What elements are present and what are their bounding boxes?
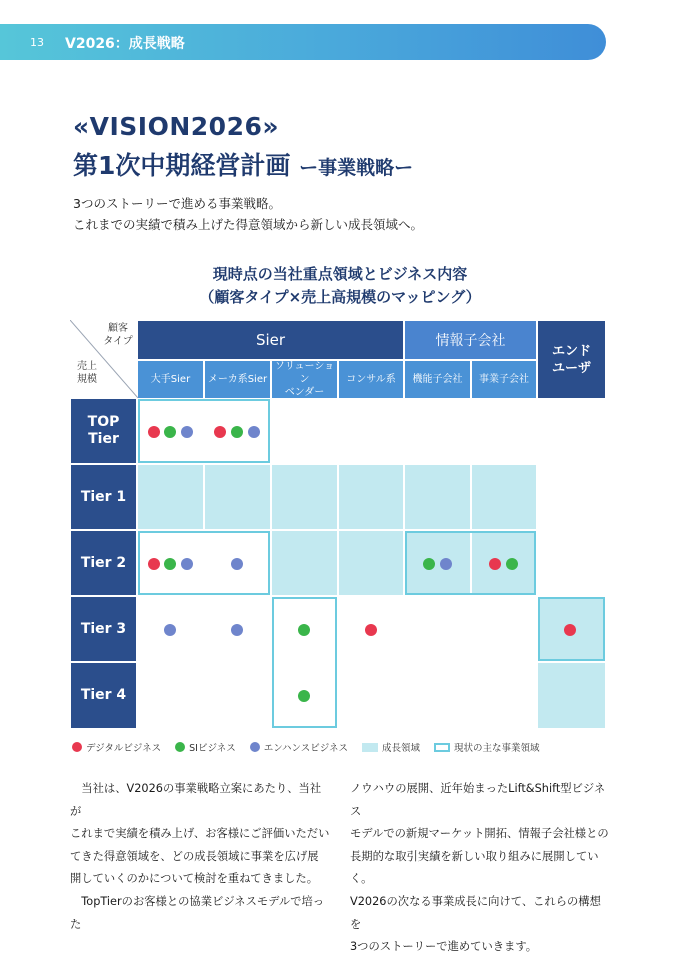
group-header-end-user: エンド ユーザ (538, 321, 605, 398)
current-area-frame (272, 597, 337, 728)
row-label-tier2: Tier 2 (71, 531, 136, 595)
subcol-header-solution-vendor: ソリューション ベンダー (272, 361, 337, 398)
page-number: 13 (30, 36, 44, 49)
chart-legend (72, 740, 554, 754)
enhance-business-dot (440, 558, 452, 570)
si-business-dot (298, 690, 310, 702)
growth-cell (339, 465, 403, 529)
row-label-tier1: Tier 1 (71, 465, 136, 529)
row-label-top-tier: TOP Tier (71, 399, 136, 463)
outline-box-icon (434, 743, 450, 752)
growth-cell (538, 663, 605, 728)
body-text-left (70, 778, 332, 936)
growth-cell (138, 465, 203, 529)
enhance-business-dot (231, 624, 243, 636)
si-business-dot (164, 426, 176, 438)
body-line: 当社は、V2026の事業戦略立案にあたり、当社が (70, 782, 322, 818)
enhance-business-dot (164, 624, 176, 636)
enhance-business-dot (231, 558, 243, 570)
subcol-header-business-subsidiary: 事業子会社 (472, 361, 536, 398)
green-dot-icon (175, 742, 185, 752)
red-dot-icon (72, 742, 82, 752)
corner-label-customer: 顧客 タイプ (103, 323, 133, 347)
body-line: TopTierのお客様との協業ビジネスモデルで培った (70, 894, 325, 931)
legend-item-enhance: エンハンスビジネス (250, 740, 348, 754)
digital-business-dot (214, 426, 226, 438)
digital-business-dot (365, 624, 377, 636)
row-label-tier4: Tier 4 (71, 663, 136, 728)
body-line: 長期的な取引実績を新しい取り組みに展開していく。 (350, 849, 599, 886)
group-header-sier: Sier (138, 321, 403, 359)
plan-title-suffix: ー事業戦略ー (299, 157, 414, 179)
corner-label-revenue: 売上 規模 (77, 361, 97, 385)
legend-item-growth: 成長領域 (362, 740, 420, 754)
filled-box-icon (362, 743, 378, 752)
subcol-header-function-subsidiary: 機能子会社 (405, 361, 470, 398)
digital-business-dot (564, 624, 576, 636)
row-label-tier3: Tier 3 (71, 597, 136, 661)
chart-title-line2: （顧客タイプ×売上高規模のマッピング） (199, 288, 481, 306)
si-business-dot (164, 558, 176, 570)
digital-business-dot (489, 558, 501, 570)
legend-item-si: SIビジネス (175, 740, 236, 754)
si-business-dot (298, 624, 310, 636)
si-business-dot (231, 426, 243, 438)
body-line: 開していくのかについて検討を重ねてきました。 (70, 872, 319, 886)
enhance-business-dot (181, 558, 193, 570)
intro-line: 3つのストーリーで進める事業戦略。 (73, 196, 281, 211)
legend-item-current: 現状の主な事業領域 (434, 740, 540, 754)
body-line: これまで実績を積み上げ、お客様にご評価いただい (70, 827, 330, 841)
body-line: 3つのストーリーで進めていきます。 (350, 940, 538, 954)
digital-business-dot (148, 558, 160, 570)
section-title: V2026：成長戦略 (65, 36, 185, 52)
enhance-business-dot (248, 426, 260, 438)
body-line: V2026の次なる事業成長に向けて、これらの構想を (350, 894, 601, 931)
growth-cell (472, 465, 536, 529)
plan-title-main: 第1次中期経営計画 (73, 151, 291, 180)
vision-title: «VISION2026» (73, 112, 280, 141)
digital-business-dot (148, 426, 160, 438)
growth-cell (205, 465, 270, 529)
growth-cell (339, 531, 403, 595)
group-header-info-subsidiary: 情報子会社 (405, 321, 536, 359)
body-line: てきた得意領域を、どの成長領域に事業を広げ展 (70, 849, 319, 863)
chart-title-line1: 現時点の当社重点領域とビジネス内容 (212, 265, 468, 283)
si-business-dot (506, 558, 518, 570)
growth-cell (272, 531, 337, 595)
growth-cell (405, 465, 470, 529)
growth-cell (272, 465, 337, 529)
subcol-header-maker-sier: メーカ系Sier (205, 361, 270, 398)
body-line: ノウハウの展開、近年始まったLift&Shift型ビジネス (350, 782, 606, 818)
enhance-business-dot (181, 426, 193, 438)
si-business-dot (423, 558, 435, 570)
subcol-header-large-sier: 大手Sier (138, 361, 203, 398)
intro-line: これまでの実績で積み上げた得意領域から新しい成長領域へ。 (73, 217, 424, 232)
subcol-header-consulting: コンサル系 (339, 361, 403, 398)
body-text-right (350, 778, 612, 959)
body-line: モデルでの新規マーケット開拓、情報子会社様との (350, 827, 609, 841)
legend-item-digital: デジタルビジネス (72, 740, 161, 754)
purple-dot-icon (250, 742, 260, 752)
